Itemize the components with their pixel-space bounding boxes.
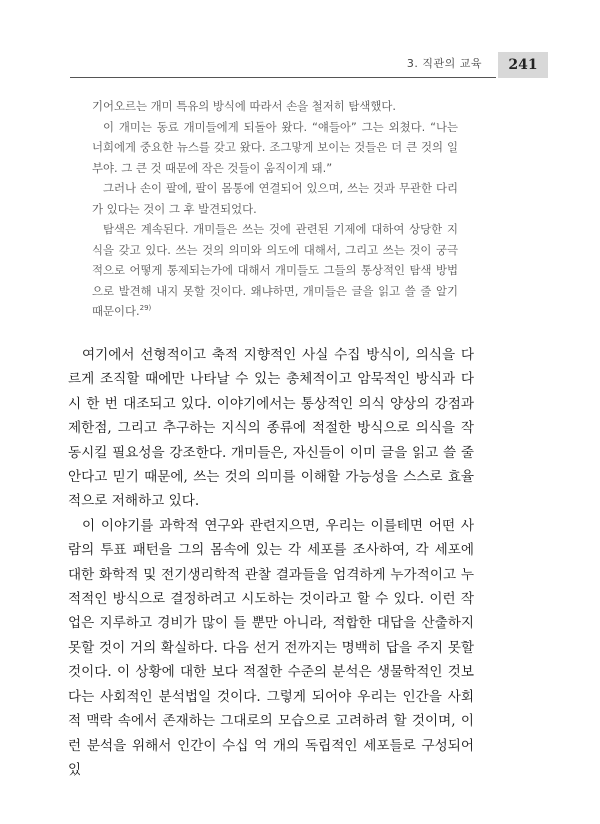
quote-paragraph-text: 탐색은 계속된다. 개미들은 쓰는 것에 관련된 기제에 대하여 상당한 지식을 갖고 있다. 쓰는 것의 의미와 의도에 대해서, 그리고 쓰는 것이 궁극적으로 어떻게 통제되는가에 대해서 개미들도 그들의 통상적인 탐색 방법으로 발견해 내지 못할 것이다. 왜냐하면, 개미들은 글을 읽고 쓸 줄 알기 때문이다. [92, 222, 458, 318]
header-rule [70, 77, 496, 78]
page-number: 241 [508, 57, 538, 73]
block-quote [92, 96, 458, 322]
running-head: 3. 직관의 교육 [406, 57, 482, 70]
footnote-ref: 29) [139, 304, 152, 313]
page-header [70, 52, 548, 78]
quote-paragraph [92, 219, 458, 322]
body-paragraph: 이 이야기를 과학적 연구와 관련지으면, 우리는 이를테면 어떤 사람의 투표 패턴을 그의 몸속에 있는 각 세포를 조사하여, 각 세포에 대한 화학적 및 전기생리학적 관찰 결과들을 엄격하게 누가적이고 누적적인 방식으로 결정하려고 시도하는 것이라고 할 수 있다. 이런 작업은 지루하고 경비가 많이 들 뿐만 아니라, 적합한 대답을 산출하지 못할 것이 거의 확실하다. 다음 선거 전까지는 명백히 답을 주지 못할 것이다. 이 상황에 대한 보다 적절한 수준의 분석은 생물학적인 것보다는 사회적인 분석법일 것이다. 그렇게 되어야 우리는 인간을 사회적 맥락 속에서 존재하는 그대로의 모습으로 고려하려 할 것이며, 이런 분석을 위해서 인간이 수십 억 개의 독립적인 세포들로 구성되어 있 [68, 517, 474, 778]
quote-paragraph: 이 개미는 동료 개미들에게 되돌아 왔다. “얘들아” 그는 외쳤다. “나는 너희에게 중요한 뉴스를 갖고 왔다. 조그맣게 보이는 것들은 더 큰 것의 일부야. 그 큰 것 때문에 작은 것들이 움직이게 돼.” [92, 119, 458, 175]
quote-paragraph: 그러나 손이 팔에, 팔이 몸통에 연결되어 있으며, 쓰는 것과 무관한 다리가 있다는 것이 그 후 발견되었다. [92, 181, 458, 216]
body-text [68, 343, 474, 782]
page-number-tab [498, 52, 548, 78]
body-paragraph: 여기에서 선형적이고 축적 지향적인 사실 수집 방식이, 의식을 다르게 조직할 때에만 나타날 수 있는 총체적이고 암묵적인 방식과 다시 한 번 대조되고 있다. 이야기에서는 통상적인 의식 양상의 강점과 제한점, 그리고 추구하는 지식의 종류에 적절한 방식으로 의식을 작동시킬 필요성을 강조한다. 개미들은, 자신들이 이미 글을 읽고 쓸 줄 안다고 믿기 때문에, 쓰는 것의 의미를 이해할 가능성을 스스로 효율적으로 저해하고 있다. [68, 347, 474, 510]
quote-paragraph: 기어오르는 개미 특유의 방식에 따라서 손을 철저히 탐색했다. [92, 99, 397, 113]
